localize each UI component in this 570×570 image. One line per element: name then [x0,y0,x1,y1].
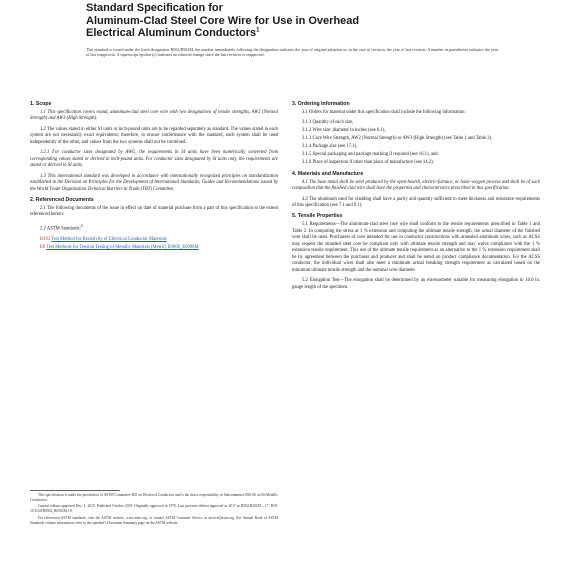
left-column [30,99,278,254]
section-materials-heading: 4. Materials and Manufacture [292,170,364,177]
section-referenced-documents-heading: 2. Referenced Documents [30,196,94,203]
ordering-paragraph-1: 3.1 Orders for material under this specification shall include the following information: [302,110,466,115]
ordering-item: 3.1.6 Place of inspection if other than place of manufacture (see 14.2). [302,160,434,166]
standard-code: B193 [40,236,51,242]
materials-paragraph-1: 4.1 The base metal shall be steel produced by the open-hearth, electric-furnace, or basic-oxygen process and shall be of such composition that the finished clad wire shall have the properties and characteristics prescribed in this specification. [292,179,540,192]
ordering-item: 3.1.4 Package size (see 17.1), [302,144,358,150]
ordering-item: 3.1.2 Wire size: diameter in inches (see 6.1), [302,128,386,134]
scope-paragraph-1: 1.1 This specification covers round, aluminum-clad steel core wire with two designations of tensile strengths, AW2 (Normal Strength) and AW3 (High Strength). [30,110,278,122]
designation-notice: This standard is issued under the fixed designation B502/B502M; the number immediately following the designation indicates the year of original adoption or, in the case of revision, the year of last revision. A number in parentheses indicates the year of last reapproval. A superscript epsilon (ε) indicates an editorial change since the last revision or reapproval. [86,47,498,58]
title-line-3: Electrical Aluminum Conductors [86,27,257,39]
section-tensile-heading: 5. Tensile Properties [292,213,343,220]
footnote-1b: Current edition approved Dec. 1, 2019. Published October 2019. Originally approved in 1970. Last previous edition approved in 2017 as B502/B502M – 17. DOI: 10.1520/B0502_B0502M-19. [30,504,278,514]
standard-reference-e8[interactable] [40,245,278,251]
standard-title-link[interactable]: Test Methods for Tension Testing of Metallic Materials (Metric) E0008_E0008M [46,245,199,251]
scope-paragraph-2: 1.2 The values stated in either SI units or inch-pound units are to be regarded separately as standard. The values stated in each system are not necessarily exact equivalents; therefore, to ensure conformance with the standard, each system shall be used independently of the other, and values from the two systems shall not be combined. [30,126,278,145]
footnote-1: This specification is under the jurisdiction of ASTM Committee B01 on Electrical Conductors and is the direct responsibility of Subcommittee B01.06 on Bi-Metallic Conductors. [30,493,278,502]
tensile-paragraph-1: 5.1 Requirements—The aluminum-clad steel core wire shall conform to the tensile requirements prescribed in Table 1 and Table 2. In computing the stress at 1 % extension and computing the ultimate tensile strength, the actual diameter of the finished wire shall be used. Purchasers of core intended for use in conductor constructions with annealed aluminum wires, such as ACSS may request the stranded steel core be compliant only with ultimate tensile strength and may waive compliance with the 1 % extension tensile requirement. This use of the ultimate tensile requirement as an alternative to the 1 % extension requirement shall be by agreement between the purchaser and producer and shall be noted on product compliance documentation. For the ACSS conductor, the individual wires shall also meet a minimum actual breaking strength requirement as calculated based on the minimum ultimate tensile strength and the nominal wire diameter. [292,222,540,273]
footnote-2: For referenced ASTM standards, visit the ASTM website, www.astm.org, or contact ASTM Customer Service at service@astm.org. For Annual Book of ASTM Standards volume information, refer to the standard's Document Summary page on the ASTM website. [30,515,278,525]
footnote-divider [30,490,120,491]
title-footnote-mark: 1 [256,27,260,34]
refs-paragraph-1: 2.1 The following documents of the issue in effect on date of material purchase form a part of this specification to the extent referenced herein: [30,205,278,218]
title-line-1: Standard Specification for [86,2,223,14]
materials-paragraph-2: 4.2 The aluminum used for cladding shall have a purity and quantity sufficient to meet thickness and resistance requirements of this specification (see 7.1 and 9.1). [292,196,540,209]
scope-paragraph-4: 1.3 This international standard was developed in accordance with internationally recognized principles on standardization established in the Decision on Principles for the Development of International Standards, Guides and Recommendations issued by the World Trade Organization Technical Barriers to Trade (TBT) Committee. [30,173,278,192]
section-ordering-heading: 3. Ordering Information [292,101,350,107]
right-column [292,99,540,295]
footnotes [30,493,278,527]
standard-reference-b193[interactable] [40,237,278,243]
ordering-item: 3.1.5 Special packaging and package marking if required (see 16.1), and [302,152,438,158]
scope-paragraph-3: 1.2.1 For conductor sizes designated by AWG, the requirements in SI units have been numerically converted from corresponding values stated or derived in inch-pound units. For conductor sizes designated by SI units only, the requirements are stated or derived in SI units. [30,150,278,169]
title-line-2: Aluminum-Clad Steel Core Wire for Use in Overhead [86,14,360,27]
document-title [86,2,506,40]
refs-paragraph-2: 2.2 ASTM Standards:$^2$ [40,223,83,232]
standard-title-link[interactable]: Test Method for Resistivity of Electrical Conductor Materials [51,236,167,242]
tensile-paragraph-2: 5.2 Elongation Test—The elongation shall be determined by an extensometer suitable for measuring elongation in 10.0 in. gauge length of the specimen. [292,278,540,290]
ordering-item: 3.1.3 Core Wire Strength, AW2 (Normal Strength) or AW3 (High Strength) (see Table 1 and Table 2), [302,136,493,142]
ordering-item: 3.1.1 Quantity of each size, [302,120,354,126]
standard-code: E8 [40,245,46,251]
section-scope-heading: 1. Scope [30,101,52,107]
